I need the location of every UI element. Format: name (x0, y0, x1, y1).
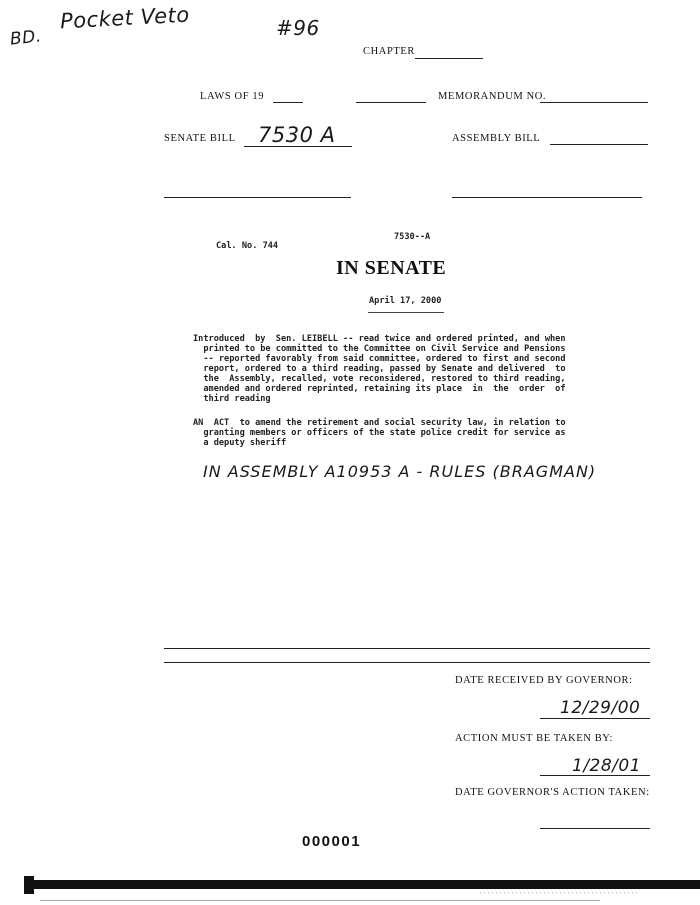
lower-separator-2 (164, 662, 650, 663)
act-line: a deputy sheriff (193, 438, 287, 448)
senate-bill-blank (244, 146, 352, 147)
handwritten-number: #96 (276, 16, 320, 40)
assembly-bill-label: ASSEMBLY BILL (452, 133, 541, 144)
action-must-blank (540, 775, 650, 776)
intro-line: report, ordered to a third reading, passed by Senate and delivered to (193, 364, 566, 374)
senate-bill-label: SENATE BILL (164, 133, 236, 144)
calendar-number: Cal. No. 744 (216, 241, 279, 251)
chapter-label: CHAPTER (363, 46, 416, 57)
handwritten-senate-bill-number: 7530 A (258, 123, 336, 147)
intro-line: Introduced by Sen. LEIBELL -- read twice and ordered printed, and when (193, 334, 566, 344)
bill-date: April 17, 2000 (369, 296, 442, 306)
lower-separator-1 (164, 648, 650, 649)
laws-label: LAWS OF 19 (200, 91, 265, 102)
separator-left (164, 197, 351, 198)
date-received-label: DATE RECEIVED BY GOVERNOR: (455, 675, 633, 686)
memorandum-label: MEMORANDUM NO. (438, 91, 547, 102)
act-line: granting members or officers of the state police credit for service as (193, 428, 566, 438)
handwritten-action-date: 1/28/01 (572, 756, 642, 776)
house-heading: IN SENATE (336, 257, 447, 279)
assembly-bill-blank (550, 144, 648, 145)
action-must-label: ACTION MUST BE TAKEN BY: (455, 733, 614, 744)
laws-chapter-blank (356, 102, 426, 103)
scan-bottom-band (25, 880, 700, 889)
print-number: 7530--A (394, 232, 431, 242)
scan-bottom-line (40, 900, 600, 901)
page-code: 000001 (302, 833, 362, 850)
governor-action-blank (540, 828, 650, 829)
chapter-blank (415, 58, 483, 59)
laws-year-blank (273, 102, 303, 103)
memorandum-blank (540, 102, 648, 103)
scan-noise (480, 892, 640, 894)
governor-action-label: DATE GOVERNOR'S ACTION TAKEN: (455, 787, 650, 798)
introduction-paragraph (193, 334, 638, 404)
handwritten-initials: BD. (9, 26, 43, 50)
separator-right (452, 197, 642, 198)
act-paragraph (193, 418, 638, 448)
intro-line: third reading (193, 394, 271, 404)
scan-bottom-left-mark (24, 876, 34, 894)
handwritten-assembly-note: IN ASSEMBLY A10953 A - RULES (BRAGMAN) (203, 462, 597, 481)
act-line: AN ACT to amend the retirement and social security law, in relation to (193, 418, 566, 428)
date-underline (368, 312, 444, 313)
handwritten-pocket-veto-note: Pocket Veto (59, 2, 191, 34)
date-received-blank (540, 718, 650, 719)
intro-line: -- reported favorably from said committee, ordered to first and second (193, 354, 566, 364)
intro-line: the Assembly, recalled, vote reconsidered, restored to third reading, (193, 374, 566, 384)
intro-line: printed to be committed to the Committee on Civil Service and Pensions (193, 344, 566, 354)
intro-line: amended and ordered reprinted, retaining its place in the order of (193, 384, 566, 394)
handwritten-date-received: 12/29/00 (560, 698, 641, 718)
